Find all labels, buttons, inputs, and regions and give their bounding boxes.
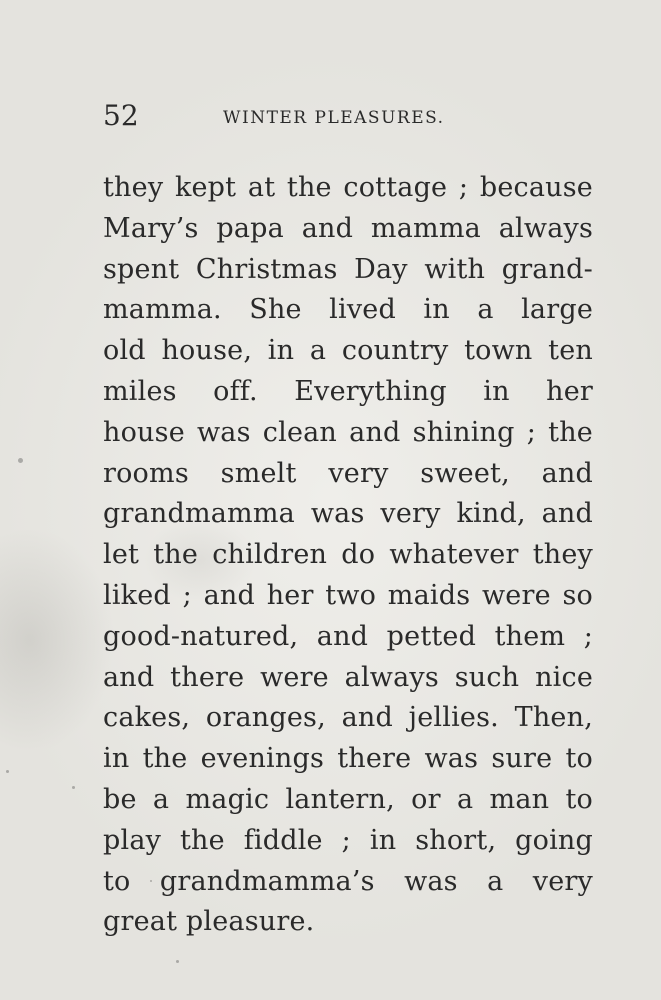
paper-speck: [176, 960, 179, 963]
text-line: play the fiddle ; in short, going: [103, 824, 593, 856]
text-line: in the evenings there was sure to: [103, 743, 593, 775]
text-line: good-natured, and petted them ;: [103, 620, 593, 652]
text-line: old house, in a country town ten: [103, 335, 593, 367]
paper-speck: [150, 880, 152, 882]
text-line: grandmamma was very kind, and: [103, 498, 593, 530]
page-number: 52: [103, 99, 139, 132]
text-line: cakes, oranges, and jellies. Then,: [103, 702, 593, 734]
text-line: be a magic lantern, or a man to: [103, 783, 593, 815]
text-line: Mary’s papa and mamma always: [103, 212, 593, 244]
running-head: [103, 96, 483, 136]
text-line: spent Christmas Day with grand-: [103, 253, 593, 285]
text-line: liked ; and her two maids were so: [103, 579, 593, 611]
paper-speck: [6, 770, 9, 773]
text-line: rooms smelt very sweet, and: [103, 457, 593, 489]
text-line: mamma. She lived in a large: [103, 294, 593, 326]
text-line: and there were always such nice: [103, 661, 593, 693]
body-text: [103, 168, 593, 943]
paper-speck: [72, 786, 75, 789]
text-line: house was clean and shining ; the: [103, 416, 593, 448]
text-line: they kept at the cottage ; because: [103, 172, 593, 203]
text-line-last: great pleasure.: [103, 906, 315, 938]
text-line: to grandmamma’s was a very: [103, 865, 593, 897]
running-title: WINTER PLEASURES.: [223, 108, 445, 128]
paper-speck: [18, 458, 23, 463]
text-line: let the children do whatever they: [103, 539, 593, 571]
text-line: miles off. Everything in her: [103, 375, 593, 407]
